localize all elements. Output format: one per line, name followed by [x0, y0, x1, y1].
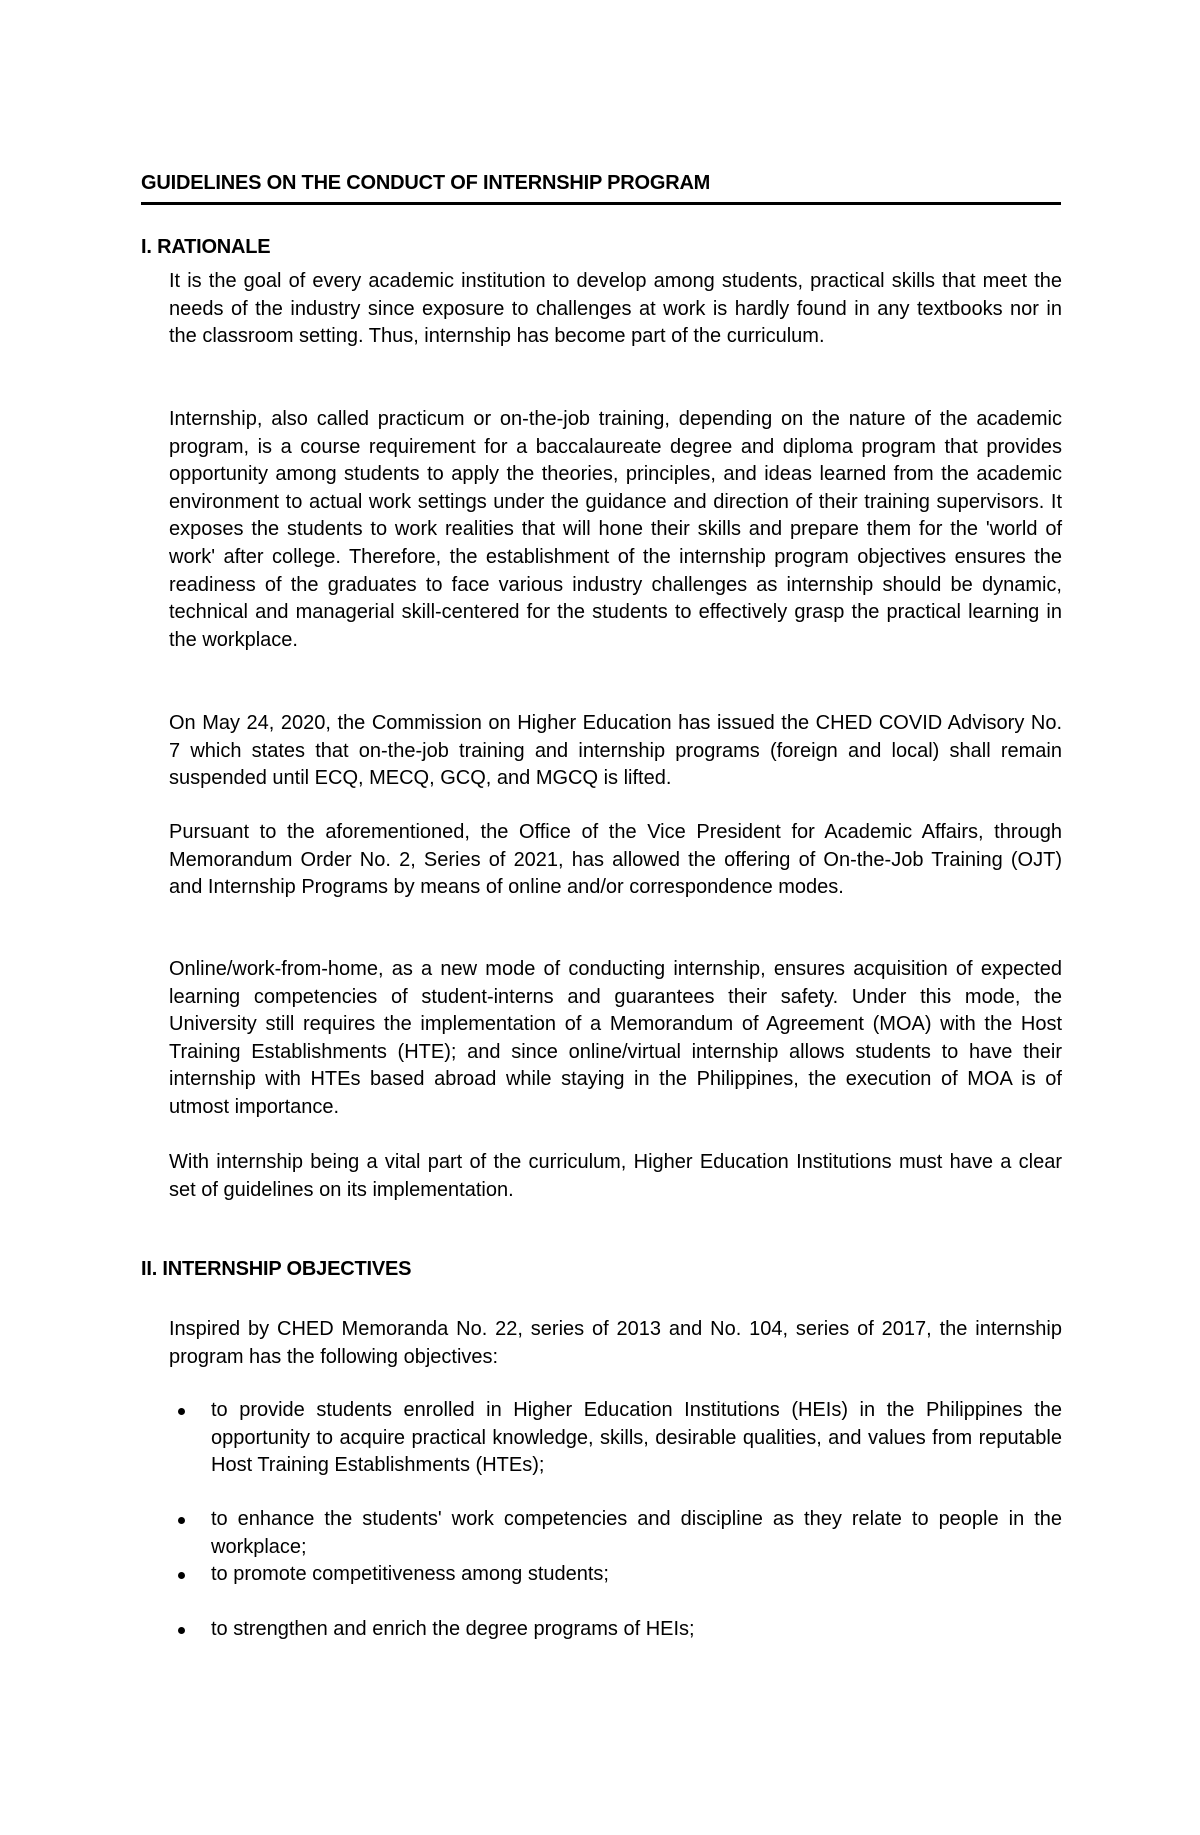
rationale-paragraph: Pursuant to the aforementioned, the Office of the Vice President for Academic Affairs, through Memorandum Order No. 2, Series of 2021, has allowed the offering of On-the-Job Training (OJT) and Internship Programs by means of online and/or correspondence modes.	[169, 821, 1062, 899]
bullet-icon	[178, 1517, 185, 1524]
list-item-text: to promote competitiveness among students;	[211, 1563, 609, 1585]
rationale-paragraph: On May 24, 2020, the Commission on Higher Education has issued the CHED COVID Advisory No. 7 which states that on-the-job training and internship programs (foreign and local) shall remain suspended until ECQ, MECQ, GCQ, and MGCQ is lifted.	[169, 712, 1062, 790]
rationale-paragraph: With internship being a vital part of the curriculum, Higher Education Institutions must have a clear set of guidelines on its implementation.	[169, 1151, 1062, 1201]
rationale-paragraph: It is the goal of every academic institution to develop among students, practical skills that meet the needs of the industry since exposure to challenges at work is hardly found in any textbooks nor in the classroom setting. Thus, internship has become part of the curriculum.	[169, 270, 1062, 348]
list-item-text: to strengthen and enrich the degree programs of HEIs;	[211, 1618, 695, 1640]
list-item-text: to enhance the students' work competencies and discipline as they relate to people in the workplace;	[211, 1508, 1062, 1558]
rationale-paragraph: Online/work-from-home, as a new mode of conducting internship, ensures acquisition of expected learning competencies of student-interns and guarantees their safety. Under this mode, the University still requires the implementation of a Memorandum of Agreement (MOA) with the Host Training Establishments (HTE); and since online/virtual internship allows students to have their internship with HTEs based abroad while staying in the Philippines, the execution of MOA is of utmost importance.	[169, 958, 1062, 1118]
bullet-icon	[178, 1408, 185, 1415]
rationale-paragraph: Internship, also called practicum or on-the-job training, depending on the nature of the academic program, is a course requirement for a baccalaureate degree and diploma program that provides opportunity among students to apply the theories, principles, and ideas learned from the academic environment to actual work settings under the guidance and direction of their training supervisors. It exposes the students to work realities that will hone their skills and prepare them for the 'world of work' after college. Therefore, the establishment of the internship program objectives ensures the readiness of the graduates to face various industry challenges as internship should be dynamic, technical and managerial skill-centered for the students to effectively grasp the practical learning in the workplace.	[169, 408, 1062, 651]
bullet-icon	[178, 1572, 185, 1579]
section-heading-rationale: I. RATIONALE	[141, 236, 271, 258]
list-item-text: to provide students enrolled in Higher Education Institutions (HEIs) in the Philippines the opportunity to acquire practical knowledge, skills, desirable qualities, and values from reputable Host Training Establishments (HTEs);	[211, 1399, 1062, 1477]
bullet-icon	[178, 1627, 185, 1634]
document-title: GUIDELINES ON THE CONDUCT OF INTERNSHIP PROGRAM	[141, 170, 1061, 205]
objectives-intro-paragraph: Inspired by CHED Memoranda No. 22, series of 2013 and No. 104, series of 2017, the internship program has the following objectives:	[169, 1318, 1062, 1368]
section-heading-objectives: II. INTERNSHIP OBJECTIVES	[141, 1258, 412, 1280]
